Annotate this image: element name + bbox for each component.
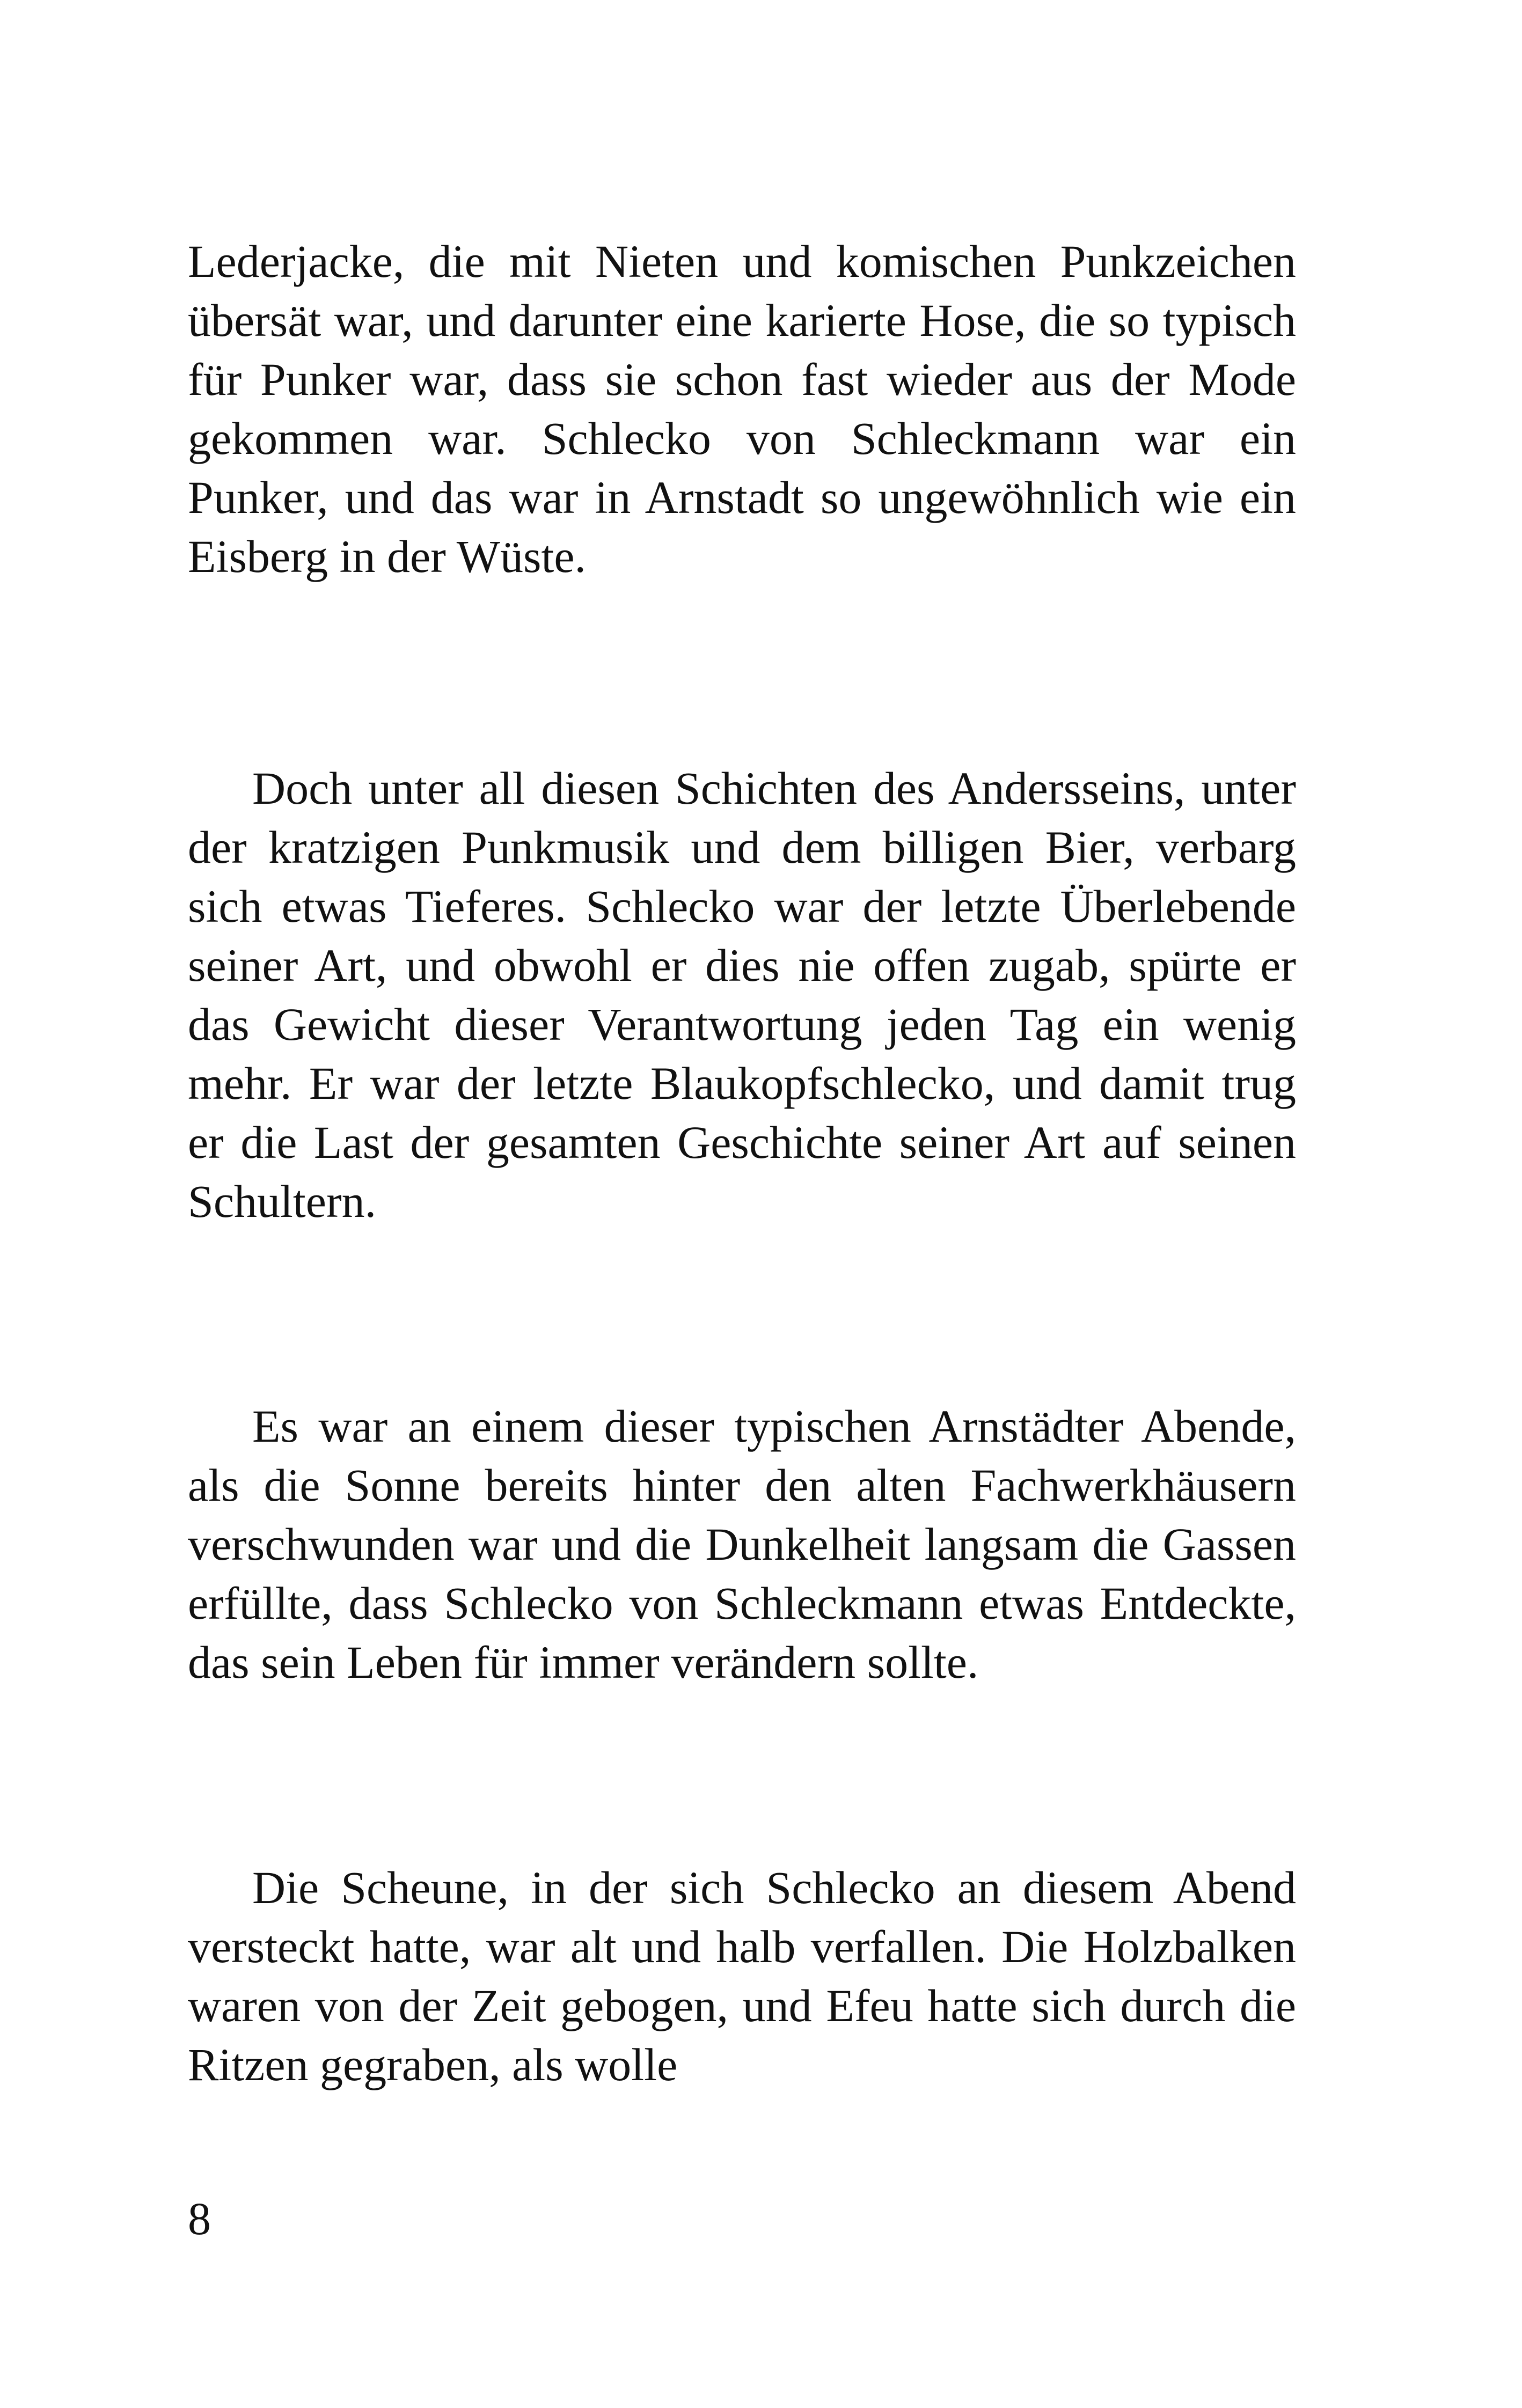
paragraph-1: Lederjacke, die mit Nieten und komischen Punkzeichen übersät war, und darunter eine karierte Hose, die so typisch für Punker war, dass sie schon fast wieder aus der Mode gekommen war. Schlecko von Schleckmann war ein Punker, und das war in Arnstadt so ungewöhnlich wie ein Eisberg in der Wüste.: [188, 236, 1296, 582]
paragraph-2: Doch unter all diesen Schichten des Andersseins, unter der kratzigen Punkmusik und dem billigen Bier, verbarg sich etwas Tieferes. Schlecko war der letzte Überlebende seiner Art, und obwohl er dies nie offen zugab, spürte er das Gewicht dieser Verantwortung jeden Tag ein wenig mehr. Er war der letzte Blaukopfschlecko, und damit trug er die Last der gesamten Geschichte seiner Art auf seinen Schultern.: [188, 762, 1296, 1227]
page-number: 8: [188, 2193, 211, 2244]
paragraph-3: Es war an einem dieser typischen Arnstädter Abende, als die Sonne bereits hinter den alten Fachwerkhäusern verschwunden war und die Dunkelheit langsam die Gassen erfüllte, dass Schlecko von Schleckmann etwas Entdeckte, das sein Leben für immer verändern sollte.: [188, 1400, 1296, 1688]
paragraph-4: Die Scheune, in der sich Schlecko an diesem Abend versteckt hatte, war alt und halb verfallen. Die Holzbalken waren von der Zeit gebogen, und Efeu hatte sich durch die Ritzen gegraben, als wolle: [188, 1862, 1296, 2090]
